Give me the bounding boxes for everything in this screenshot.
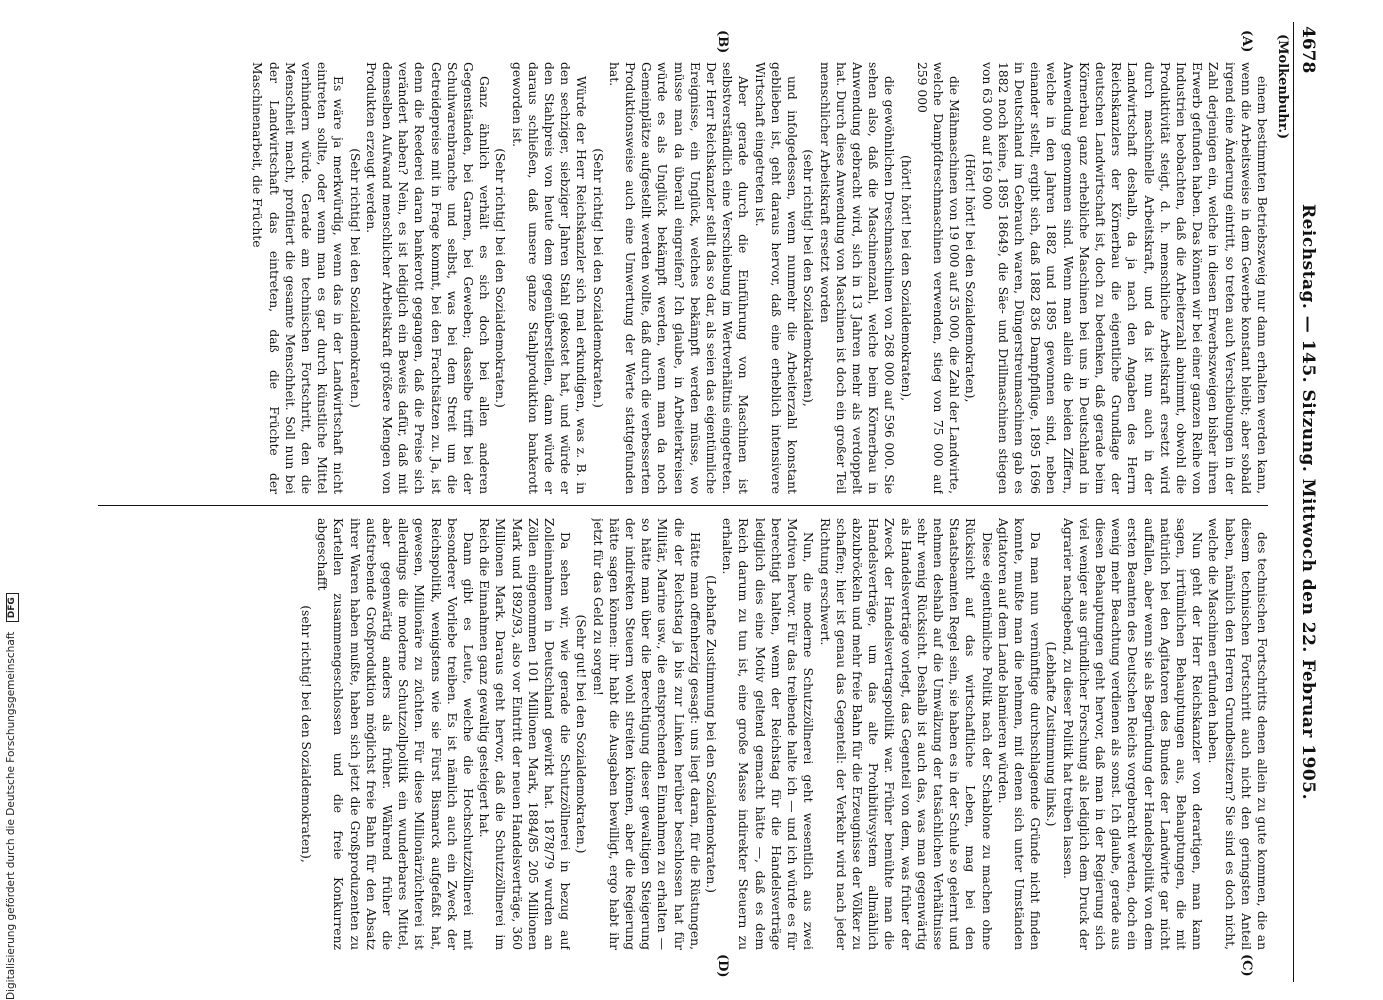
right-text-column: [95, 518, 1270, 950]
left-interjection: (hört! hört! bei den Sozialdemokraten),: [898, 155, 913, 401]
column-divider: [98, 505, 1268, 506]
dfg-logo: DFG: [6, 593, 19, 622]
left-text-column: [95, 62, 1270, 494]
left-interjection: (Sehr richtig! bei den Sozialdemokraten.): [347, 148, 362, 408]
page-title: Reichstag. — 145. Sitzung. Mittwoch den 22. Februar 1905.: [1298, 203, 1318, 801]
digitization-credit: [4, 310, 18, 1000]
left-paragraph: Aber gerade durch die Einführung von Maschinen ist selbstverständlich eine Verschiebung im Wertverhältnis eingetreten. Der Herr Reichskanzler stellt das so dar, als seien das eigentümliche Ereignisse, ein Unglück, welches bekämpft werden müsse, wo müsse man da überall eingreifen? Ich glaube, in Arbeiterkreisen würde es als Unglück bekämpft werden, wenn man da noch Gemeinplätze aufgestellt werden wollte, daß durch die verbesserten Produktionsweise auch eine Umwertung der Werte stattgefunden hat.: [606, 62, 751, 494]
left-paragraph: die gewöhnlichen Dreschmaschinen von 268 000 auf 596 000. Sie sehen also, daß die Maschinenzahl, welche beim Körnerbau in Anwendung gebracht wird, sich in 13 Jahren mehr als verdoppelt hat. Durch diese Anwendung von Maschinen ist doch ein großer Teil menschlicher Arbeitskraft ersetzt worden: [817, 62, 897, 494]
right-interjection: (Sehr gut! bei den Sozialdemokraten.): [574, 614, 589, 854]
left-interjection: (Hört! hört! bei den Sozialdemokraten),: [963, 153, 978, 403]
credit-text: Digitalisierung gefördert durch die Deutsche Forschungsgemeinschaft: [5, 631, 17, 1000]
right-paragraph: Dann gibt es Leute, welche die Hochschutzzöllnerei mit besonderer Vorliebe treiben. Es ist nämlich auch ein Zweck der Reichspolitik, wenigstens wie sie Fürst Bismarck aufgefaßt hat, gewesen, Millionäre zu züchten. Für diese Millionärzüchterei ist allerdings die moderne Schutzzollpolitik ein wunderbares Mittel, aber gegenwärtig anders als früher. Während früher die aufstrebende Großproduktion möglichst freie Bahn für den Absatz ihrer Waren haben mußte, haben sich jetzt die Großproduzenten zu Kartellen zusammengeschlossen und die freie Konkurrenz abgeschafft: [315, 518, 476, 950]
left-interjection: (Sehr richtig! bei den Sozialdemokraten.): [590, 148, 605, 408]
right-interjection: (sehr richtig! bei den Sozialdemokraten),: [299, 605, 314, 863]
speaker-name: (Molkenbuhr.): [1275, 34, 1290, 140]
left-interjection: (sehr richtig! bei den Sozialdemokraten),: [801, 149, 816, 407]
right-paragraph: Da sehen wir, wie gerade die Schutzzöllnerei in bezug auf Zolleinnahmen in Deutschland gewirkt hat. 1878/79 wurden an Zöllen eingenommen 101 Millionen Mark, 1884/85 205 Millionen Mark und 1892/93, also vor Eintritt der neuen Handelsverträge, 360 Millionen Mark. Daraus geht hervor, daß die Schutzzöllnerei im Reich die Einnahmen ganz gewaltig gesteigert hat.: [477, 518, 573, 950]
right-paragraph: des technischen Fortschritts denen allein zu gute kommen, die an diesem technischen Fortschritt auch nicht den geringsten Anteil haben, nämlich den Herren Grundbesitzern? Sie sind es doch nicht, welche die Maschinen erfunden haben.: [1206, 518, 1269, 950]
left-paragraph: Es wäre ja merkwürdig, wenn das in der Landwirtschaft nicht eintreten sollte, oder wenn man es gar durch künstliche Mittel verhindern würde. Gerade am technischen Fortschritt, den die Menschheit macht, profitiert die gesamte Menschheit. Soll nun bei der Landwirtschaft das eintreten, daß die Früchte der Maschinenarbeit, die Früchte: [250, 62, 346, 494]
left-interjection: (Sehr richtig! bei den Sozialdemokraten.): [493, 148, 508, 408]
margin-marker-d: (D): [715, 954, 730, 978]
margin-marker-b: (B): [715, 30, 730, 54]
right-interjection: (Lebhafte Zustimmung bei den Sozialdemokraten.): [704, 575, 719, 893]
right-interjection: (Lebhafte Zustimmung links.): [1044, 641, 1059, 827]
page-number: 4678: [1298, 26, 1318, 74]
right-paragraph: Nun, die moderne Schutzzöllnerei geht wesentlich aus zwei Motiven hervor. Für das treibende halte ich — und ich würde es für berechtigt halten, wenn der Reichstag für die Handelsverträge lediglich dies eine Motiv geltend gemacht hätte —, daß es dem Reich darum zu tun ist, eine große Masse indirekter Steuern zu erhalten.: [720, 518, 816, 950]
left-paragraph: Ganz ähnlich verhält es sich doch bei allen anderen Gegenständen, bei Garnen, bei Geweben; dasselbe trifft bei der Schuhwarenbranche und selbst, was bei dem Streit um die Getreidepreise mit in Frage kommt, bei den Frachtsätzen zu. Ja, ist denn die Reederei daran bankerott gegangen, daß die Preise sich verändert haben? Nein, es ist lediglich ein Beweis dafür, daß mit demselben Aufwand menschlicher Arbeitskraft größere Mengen von Produkten erzeugt werden.: [363, 62, 492, 494]
right-paragraph: Diese eigentümliche Politik nach der Schablone zu machen ohne Rücksicht auf das wirtschaftliche Leben, mag bei den Staatsbeamten Regel sein, sie haben es in der Schule so gelernt und nehmen deshalb auf die Umwälzung der tatsächlichen Verhältnisse sehr wenig Rücksicht. Deshalb ist auch das, was man gegenwärtig als Handelsverträge vorlegt, das Gegenteil von dem, was früher der Zweck der Handelsvertragspolitik war. Früher bemühte man die Handelsverträge, um das alte Prohibitivsystem allmählich abzubröckeln und mehr freie Bahn für die Erzeugnisse der Völker zu schaffen; hier ist genau das Gegenteil: der Verkehr wird nach jeder Richtung erschwert.: [817, 518, 994, 950]
margin-marker-a: (A): [1239, 30, 1254, 53]
right-paragraph: Hätte man offenherzig gesagt: uns liegt daran, für die Rüstungen, die der Reichstag ja bis zur Linken herüber beschlossen hat für Militär, Marine usw., die entsprechenden Einnahmen zu erhalten — so hätte man über die Berechtigung dieser gewaltigen Steigerung der indirekten Steuern wohl streiten können, aber die Regierung hätte sagen können: ihr habt die Ausgaben bewilligt, ergo habt ihr jetzt für das Geld zu sorgen!: [590, 518, 702, 950]
right-paragraph: Da man nun vernünftige durchschlagende Gründe nicht finden konnte, mußte man die nehmen, mit denen sich unter Umständen Agitatoren auf dem Lande blamieren würden.: [995, 518, 1043, 950]
left-paragraph: einem bestimmten Betriebszweig nur dann erhalten werden kann, wenn die Arbeitsweise in dem Gewerbe konstant bleibt; aber sobald irgend eine Änderung eintritt, so treten auch Verschiebungen in der Zahl derjenigen ein, welche in diesen Erwerbszweigen bisher ihren Erwerb gefunden haben. Das können wir bei einer ganzen Reihe von Industrien beobachten, daß die Arbeiterzahl abnimmt, obwohl die Produktivität steigt, d. h. menschliche Arbeitskraft ersetzt wird durch maschinelle Arbeitskraft, und da ist nun auch in der Landwirtschaft deshalb, da ja nach den Angaben des Herrn Reichskanzlers der Körnerbau die eigentliche Grundlage der deutschen Landwirtschaft ist, doch zu bedenken, daß gerade beim Körnerbau ganz erhebliche Maschinen bei uns in Deutschland in Anwendung genommen sind. Wenn man allein die beiden Ziffern, welche in den Jahren 1882 und 1895 gewonnen sind, neben einander stellt, ergibt sich, daß 1882 836 Dampfpflüge, 1895 1696 in Deutschland im Gebrauch waren, Düngerstreumaschinen gab es 1882 noch keine, 1895 18649, die Säe- und Drillmaschinen stiegen von 63 000 auf 169 000: [979, 62, 1269, 494]
right-paragraph: Nun geht der Herr Reichskanzler von derartigen, man kann sagen, irrtümlichen Behauptungen aus, Behauptungen, die mit natürlich bei den Agitatoren des Bundes der Landwirte gar nicht auffallen, aber wenn sie als Begründung der Handelspolitik von dem ersten Beamten des Deutschen Reichs vorgebracht werden, doch ein wenig mehr Beachtung verdienen als sonst. Ich glaube, gerade aus diesen Behauptungen geht hervor, daß man in der Regierung sich viel weniger aus gründlicher Forschung als lediglich dem Druck der Agrarier nachgebend, zu dieser Politik hat treiben lassen.: [1060, 518, 1205, 950]
page-header: [1293, 22, 1320, 982]
left-paragraph: Würde der Herr Reichskanzler sich mal erkundigen, was z. B. in den sechziger, siebziger Jahren Stahl gekostet hat, und würde er den Stahlpreis von heute dem gegenüberstellen, dann würde er daraus schließen, daß unsere ganze Stahlproduktion bankerott geworden ist.: [509, 62, 589, 494]
left-paragraph: und infolgedessen, wenn nunmehr die Arbeiterzahl konstant geblieben ist, geht daraus hervor, daß eine erheblich intensivere Wirtschaft eingetreten ist.: [752, 62, 800, 494]
margin-marker-c: (C): [1239, 954, 1254, 977]
left-paragraph: die Mähmaschinen von 19 000 auf 35 000, die Zahl der Landwirte, welche Dampfdreschmaschinen verwenden, stieg von 75 000 auf 259 000: [914, 62, 962, 494]
rotated-page: [75, 22, 1320, 982]
